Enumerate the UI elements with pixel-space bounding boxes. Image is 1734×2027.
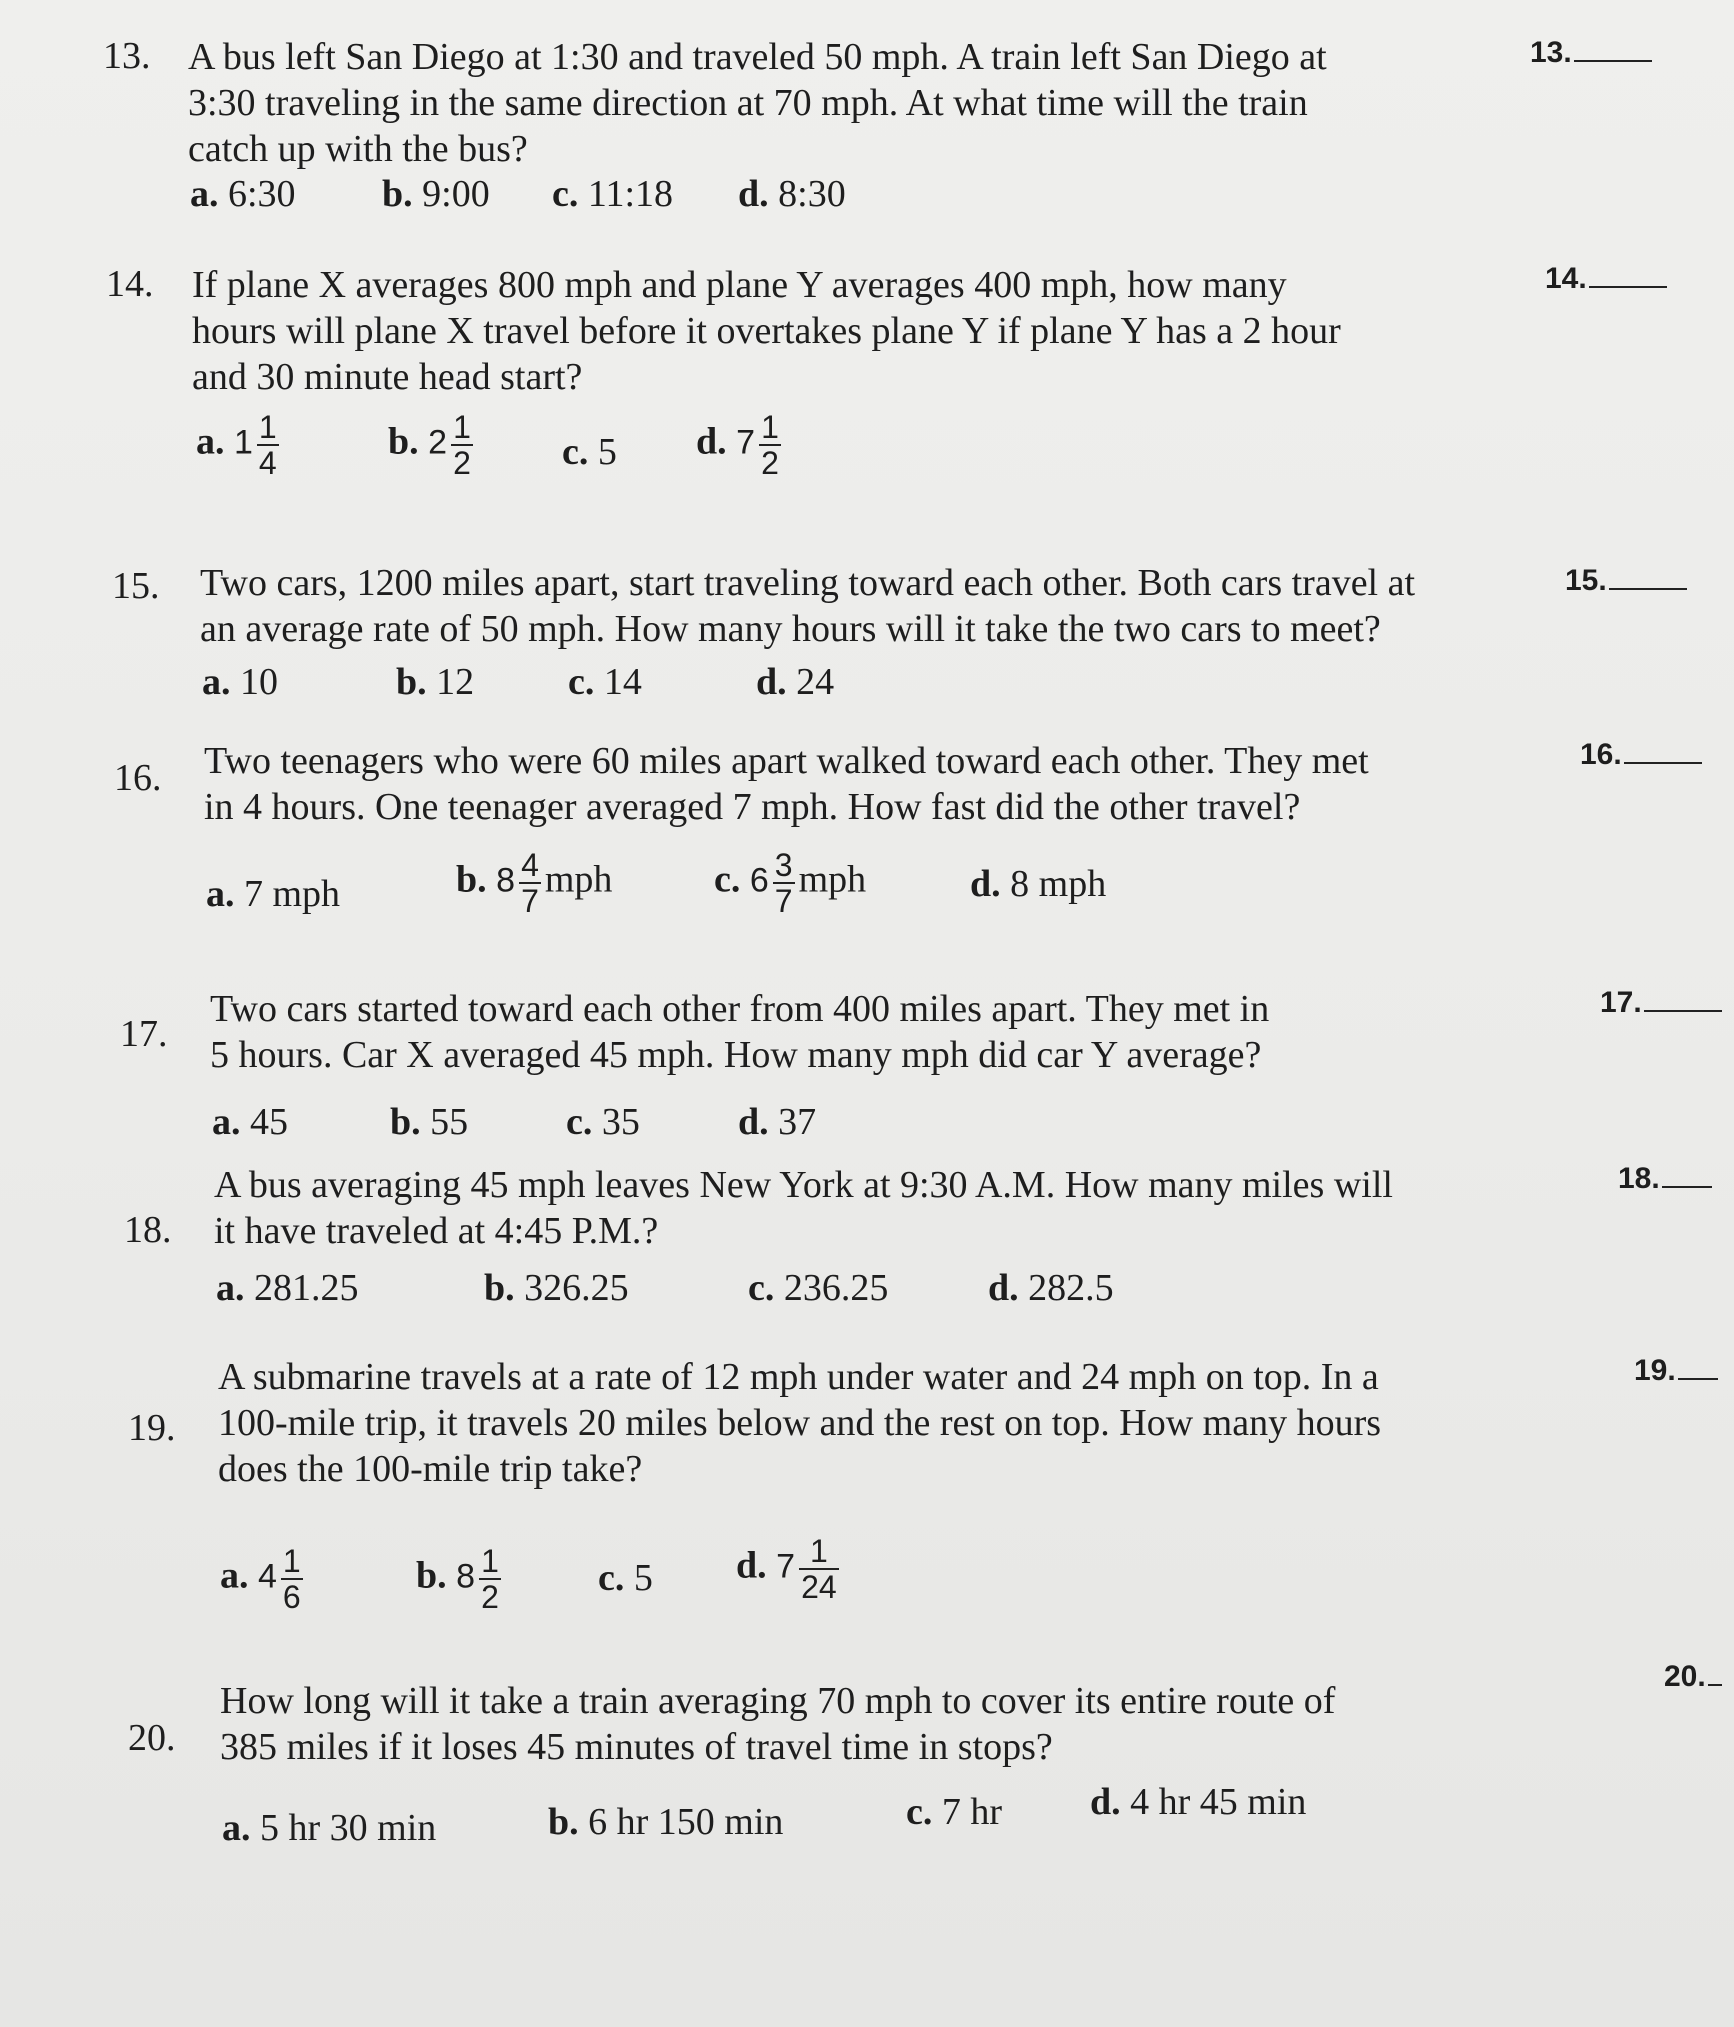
choice-a: a. 1 $\frac{1}{4}$ [196,409,277,481]
question-number: 19. [128,1407,176,1449]
choice-b: b. 8 $\frac{1}{2}$ [416,1543,499,1615]
question-number: 15. [112,565,160,607]
question-number: 20. [128,1717,176,1759]
stem-line: A bus left San Diego at 1:30 and traveled 50 mph. A train left San Diego at [188,36,1327,78]
choice-b: b. 12 [396,661,475,703]
choice-a: a. 281.25 [216,1267,359,1309]
choice-c: c. 11:18 [552,173,674,215]
choice-a: a. 4 $\frac{1}{6}$ [220,1543,301,1615]
answer-blank[interactable]: 19. [1634,1354,1718,1388]
stem-line: Two cars started toward each other from 400 miles apart. They met in [210,988,1270,1030]
answer-blank[interactable]: 14. [1545,262,1667,296]
stem-line: A bus averaging 45 mph leaves New York at 9:30 A.M. How many miles will [214,1164,1393,1206]
question-stem [188,34,1588,172]
choice-d: d. 24 [756,661,835,703]
choice-d: d. 8:30 [738,173,846,215]
stem-line: Two cars, 1200 miles apart, start traveling toward each other. Both cars travel at [200,562,1416,604]
choice-b: b. 326.25 [484,1267,629,1309]
choice-d: d. 4 hr 45 min [1090,1781,1307,1823]
stem-line: 100-mile trip, it travels 20 miles below and the rest on top. How many hours [218,1402,1382,1444]
stem-line: 3:30 traveling in the same direction at 70 mph. At what time will the train [188,82,1308,124]
stem-line: 385 miles if it loses 45 minutes of travel time in stops? [220,1726,1053,1768]
stem-line: Two teenagers who were 60 miles apart walked toward each other. They met [204,740,1369,782]
stem-line: in 4 hours. One teenager averaged 7 mph. How fast did the other travel? [204,786,1301,828]
choice-c: c. 5 [562,431,617,473]
choice-c: c. 6 $\frac{3}{7}$ mph [714,847,867,919]
choice-b: b. 9:00 [382,173,490,215]
choice-a: a. 6:30 [190,173,296,215]
question-stem [204,738,1604,830]
answer-blank[interactable]: 16. [1580,738,1702,772]
answer-blank[interactable]: 18. [1618,1162,1712,1196]
stem-line: catch up with the bus? [188,128,528,170]
question-number: 18. [124,1209,172,1251]
question-stem [218,1354,1618,1492]
choice-c: c. 5 [598,1557,653,1599]
choice-d: d. 8 mph [970,863,1107,905]
question-number: 16. [114,757,162,799]
question-stem [214,1162,1614,1254]
choice-d: d. 7 $\frac{1}{24}$ [736,1533,837,1605]
choice-c: c. 14 [568,661,642,703]
question-number: 17. [120,1013,168,1055]
question-number: 14. [106,263,154,305]
choice-d: d. 282.5 [988,1267,1114,1309]
stem-line: and 30 minute head start? [192,356,583,398]
stem-line: 5 hours. Car X averaged 45 mph. How many mph did car Y average? [210,1034,1262,1076]
choice-d: d. 7 $\frac{1}{2}$ [696,409,779,481]
stem-line: A submarine travels at a rate of 12 mph under water and 24 mph on top. In a [218,1356,1379,1398]
answer-blank[interactable]: 17. [1600,986,1722,1020]
choice-a: a. 5 hr 30 min [222,1807,437,1849]
answer-blank[interactable]: 13. [1530,36,1652,70]
stem-line: If plane X averages 800 mph and plane Y averages 400 mph, how many [192,264,1287,306]
stem-line: does the 100-mile trip take? [218,1448,643,1490]
choice-a: a. 45 [212,1101,288,1143]
question-stem [200,560,1600,652]
choice-c: c. 236.25 [748,1267,889,1309]
question-number: 13. [103,35,151,77]
stem-line: hours will plane X travel before it overtakes plane Y if plane Y has a 2 hour [192,310,1341,352]
choice-d: d. 37 [738,1101,817,1143]
choice-b: b. 8 $\frac{4}{7}$ mph [456,847,613,919]
choice-c: c. 35 [566,1101,640,1143]
choice-c: c. 7 hr [906,1791,1003,1833]
stem-line: it have traveled at 4:45 P.M.? [214,1210,659,1252]
answer-blank[interactable]: 15. [1565,564,1687,598]
question-stem [210,986,1610,1078]
choice-b: b. 55 [390,1101,469,1143]
question-stem [192,262,1592,400]
choice-b: b. 6 hr 150 min [548,1801,784,1843]
stem-line: an average rate of 50 mph. How many hours will it take the two cars to meet? [200,608,1381,650]
choice-a: a. 7 mph [206,873,341,915]
stem-line: How long will it take a train averaging 70 mph to cover its entire route of [220,1680,1336,1722]
answer-blank[interactable]: 20. [1664,1660,1722,1694]
question-stem [220,1678,1620,1770]
choice-b: b. 2 $\frac{1}{2}$ [388,409,471,481]
choice-a: a. 10 [202,661,278,703]
